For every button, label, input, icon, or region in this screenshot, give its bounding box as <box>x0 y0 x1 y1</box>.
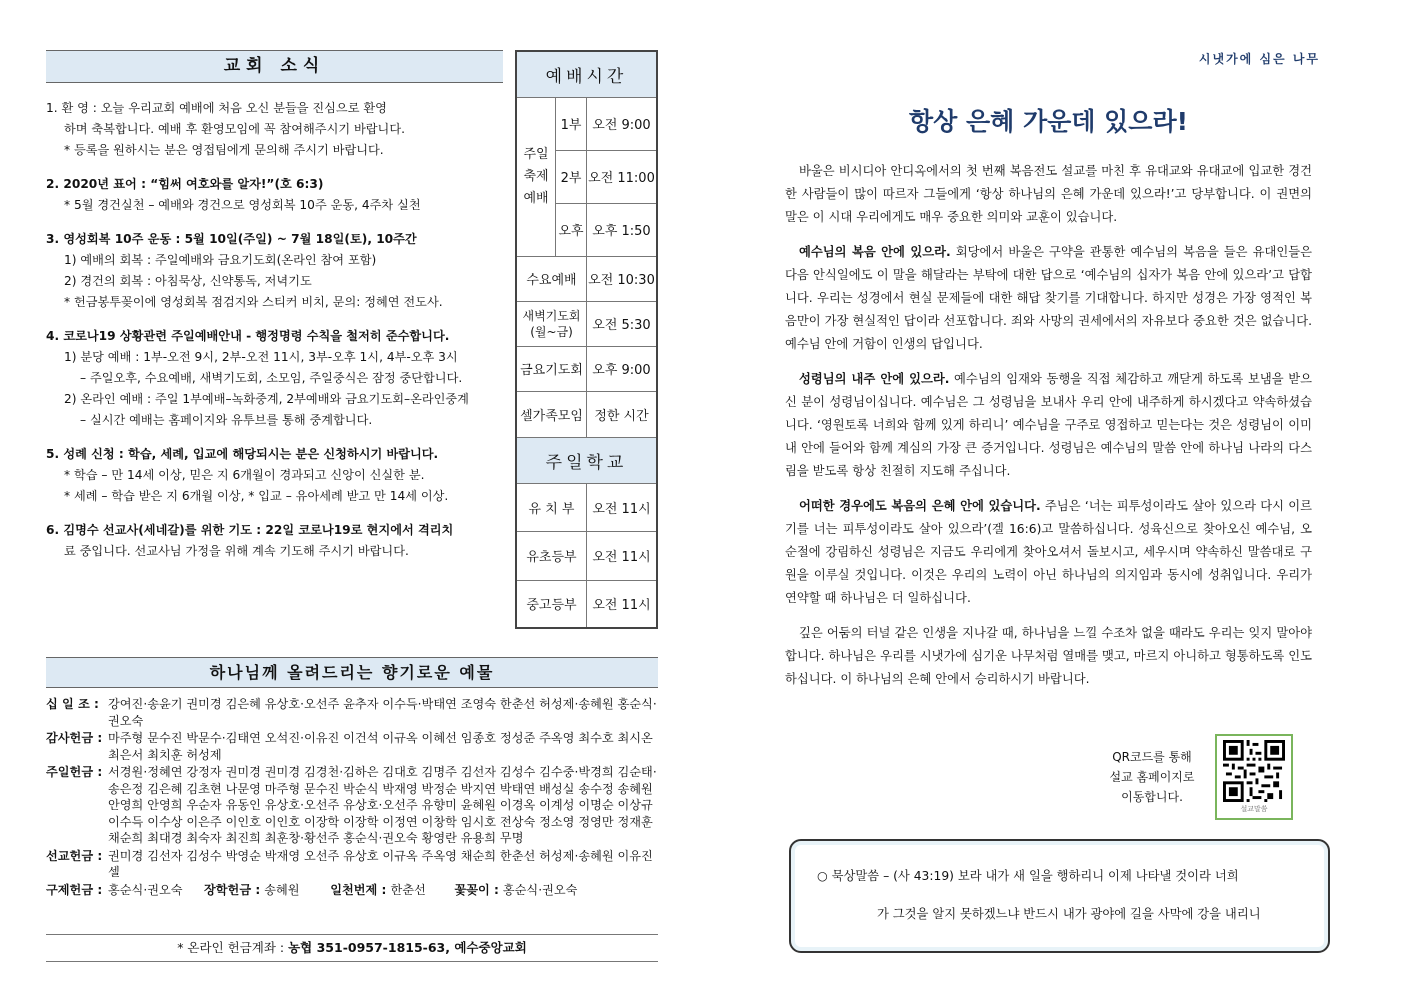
offering-label: 구제헌금 : <box>46 882 103 897</box>
news-line: * 5월 경건실천 – 예배와 경건으로 영성회복 10주 운동, 4주차 실천 <box>64 198 421 212</box>
news-line: 료 중입니다. 선교사님 가정을 위해 계속 기도해 주시기 바랍니다. <box>64 544 409 558</box>
news-line: 2) 경건의 회복 : 아침묵상, 신약통독, 저녁기도 <box>64 274 312 288</box>
bank-account-bar <box>46 934 658 962</box>
news-line: * 학습 – 만 14세 이상, 믿은 지 6개월이 경과되고 신앙이 신실한 분. <box>64 468 425 482</box>
schedule-label: 수요예배 <box>516 256 587 301</box>
schedule-time: 오전 9:00 <box>587 97 658 150</box>
schedule-title: 예배시간 <box>516 51 657 97</box>
offering-label: 감사헌금 : <box>46 731 103 745</box>
paragraph-text: 깊은 어둠의 터널 같은 인생을 지나갈 때, 하나님을 느낄 수조차 없을 때라도 우리는 잊지 말아야 합니다. 하나님은 우리를 시냇가에 심기운 나무처럼 열매를 맺고, 마르지 아니하고 형통하도록 인도하십니다. 이 하나님의 은혜 안에서 승리하시기 바랍니다. <box>785 626 1312 686</box>
offering-label: 장학헌금 : <box>204 882 261 897</box>
schedule-time: 오후 9:00 <box>587 346 658 391</box>
memory-verse-line: 가 그것을 알지 못하겠느냐 반드시 내가 광야에 길을 사막에 강을 내리니 <box>877 907 1261 921</box>
qr-caption-line: QR코드를 통해 <box>1112 750 1192 764</box>
schedule-time: 오전 11:00 <box>587 150 658 203</box>
news-item-2 <box>46 174 501 216</box>
schedule-label: 2부 <box>556 150 587 203</box>
news-line: – 주일오후, 수요예배, 새벽기도회, 소모임, 주일중식은 잠정 중단합니다. <box>80 371 463 385</box>
sermon-title: 항상 은혜 가운데 있으라! <box>908 107 1188 136</box>
school-label: 중고등부 <box>516 580 587 628</box>
schedule-label: 1부 <box>556 97 587 150</box>
news-line: 하며 축복합니다. 예배 후 환영모임에 꼭 참여해주시기 바랍니다. <box>64 122 405 136</box>
sermon-paragraph <box>785 368 1312 483</box>
qr-code-icon <box>1223 740 1285 802</box>
news-line: 1. 환 영 : 오늘 우리교회 예배에 처음 오신 분들을 진심으로 환영 <box>46 101 387 115</box>
schedule-label: 오후 <box>556 203 587 256</box>
schedule-time: 정한 시간 <box>587 391 658 437</box>
bank-prefix: * 온라인 헌금계좌 : <box>177 940 285 955</box>
school-label: 유초등부 <box>516 531 587 580</box>
offering-label: 주일헌금 : <box>46 765 103 779</box>
sermon-paragraph <box>785 622 1312 691</box>
news-line: * 세례 – 학습 받은 지 6개월 이상, * 입교 – 유아세례 받고 만 14세 이상. <box>64 489 449 503</box>
offering-row <box>46 696 658 729</box>
news-line: 3. 영성회복 10주 운동 : 5월 10일(주일) ~ 7월 18일(토), 10주간 <box>46 232 417 246</box>
qr-code[interactable] <box>1215 734 1293 820</box>
news-header <box>46 50 503 83</box>
offering-label: 꽃꽂이 : <box>454 882 499 897</box>
schedule-label: 새벽기도회 (월~금) <box>516 301 587 346</box>
school-label: 유 치 부 <box>516 483 587 531</box>
sermon-paragraph <box>785 495 1312 610</box>
offering-label: 십 일 조 : <box>46 697 99 711</box>
series-title: 시냇가에 심은 나무 <box>1198 52 1320 66</box>
news-line: 1) 예배의 회복 : 주일예배와 금요기도회(온라인 참여 포함) <box>64 253 377 267</box>
offering-label: 선교헌금 : <box>46 848 103 863</box>
news-title: 교회 소식 <box>223 56 326 76</box>
paragraph-text: 바울은 비시디아 안디옥에서의 첫 번째 복음전도 설교를 마친 후 유대교와 유대교에 입교한 경건한 사람들이 많이 따르자 그들에게 ‘항상 하나님의 은혜 가운데 있으라!’고 당부합니다. 이 권면의 말은 이 시대 우리에게도 매우 중요한 의미와 교훈이 있습니다. <box>785 164 1312 224</box>
paragraph-lead: 예수님의 복음 안에 있으라. <box>799 245 951 259</box>
news-line: 4. 코로나19 상황관련 주일예배안내 - 행정명령 수칙을 철저히 준수합니다. <box>46 329 450 343</box>
school-title: 주일학교 <box>516 437 657 483</box>
offering-names: 권미경 김선자 김성수 박영순 박재영 오선주 유상호 이규옥 주옥영 채순희 한춘선 허성제·송혜원 이유진셀 <box>108 848 653 879</box>
news-item-5 <box>46 444 501 507</box>
school-time: 오전 11시 <box>587 580 658 628</box>
news-item-6 <box>46 520 501 562</box>
offering-row <box>46 848 658 881</box>
offerings-title: 하나님께 올려드리는 향기로운 예물 <box>209 663 495 682</box>
school-time: 오전 11시 <box>587 483 658 531</box>
memory-verse-box <box>789 839 1330 953</box>
offerings-header <box>46 657 658 688</box>
schedule-time: 오전 10:30 <box>587 256 658 301</box>
sunday-worship-label: 주일 축제 예배 <box>516 97 556 256</box>
paragraph-lead: 성령님의 내주 안에 있으라. <box>799 372 950 386</box>
news-line: 2. 2020년 표어 : “힘써 여호와를 알자!”(호 6:3) <box>46 177 324 191</box>
offering-names: 홍순식·권오숙 <box>108 882 183 897</box>
school-time: 오전 11시 <box>587 531 658 580</box>
schedule-time: 오후 1:50 <box>587 203 658 256</box>
sermon-paragraph <box>785 160 1312 229</box>
sermon-paragraph <box>785 241 1312 356</box>
schedule-time: 오전 5:30 <box>587 301 658 346</box>
offering-names: 마주형 문수진 박문수·김태연 오석진·이유진 이건석 이규옥 이혜선 임종호 정성준 주옥영 최수호 최시온 최은서 최치훈 허성제 <box>108 731 653 762</box>
news-line: * 헌금봉투꽂이에 영성회복 점검지와 스티커 비치, 문의: 정혜연 전도사. <box>64 295 443 309</box>
memory-verse-line: ○ 묵상말씀 – (사 43:19) 보라 내가 새 일을 행하리니 이제 나타낼 것이라 너희 <box>817 869 1239 883</box>
news-line: 5. 성례 신청 : 학습, 세례, 입교에 해당되시는 분은 신청하시기 바랍니다. <box>46 447 439 461</box>
offering-names: 서경원·정혜연 강정자 권미경 권미경 김경천·김하은 김대호 김명주 김선자 김성수 김수중·박경희 김순태·송은정 김은혜 김초현 나문영 마주형 문수진 박순식 박재영 박정순 박지연 박태연 배성실 송수정 송혜원 안영희 안영희 우순자 유동인 유상호·오선주 유상호·오선주 유향미 윤혜원 이경옥 이계성 이명순 이상규 이수득 이수상 이은주 이인호 이인호 이장학 이장학 이정연 이창학 임시호 전상숙 정소영 정영만 정재훈 채순희 최대경 최숙자 최진희 최훈창·황선주 홍순식·권오숙 황영란 유용희 무명 <box>108 765 657 845</box>
worship-schedule-table <box>515 50 658 629</box>
schedule-label: 금요기도회 <box>516 346 587 391</box>
qr-label: 설교말씀 <box>1240 805 1268 813</box>
paragraph-text: 회당에서 바울은 구약을 관통한 예수님의 복음을 들은 유대인들은 다음 안식일에도 이 말을 해달라는 부탁에 대한 답으로 ‘예수님의 십자가 복음 안에 있으라’고 답합니다. 우리는 성경에서 현실 문제들에 대한 해답 찾기를 기대합니다. 하지만 성경은 가장 영적인 복음만이 가장 현실적인 답이라 선포합니다. 죄와 사망의 권세에서의 자유보다 중요한 것은 없습니다. 예수님 안에 거함이 인생의 답입니다. <box>785 245 1313 351</box>
offering-row-misc <box>46 882 658 899</box>
paragraph-text: 예수님의 임재와 동행을 직접 체감하고 깨닫게 하도록 보냄을 받으신 분이 성령님이십니다. 예수님은 그 성령님을 보내사 우리 안에 내주하게 하시겠다고 약속하셨습니다. ‘영원토록 너희와 함께 있게 하리니’ 예수님을 구주로 영접하고 믿는다는 것은 성령님이 이미 내 안에 들어와 함께 계심의 가장 큰 증거입니다. 성령님은 예수님의 말씀 안에 하나님 나라의 다스림을 받도록 항상 친절히 지도해 주십니다. <box>785 372 1312 478</box>
paragraph-text: 주님은 ‘너는 피투성이라도 살아 있으라 다시 이르기를 너는 피투성이라도 살아 있으라’(겔 16:6)고 말씀하십니다. 성육신으로 찾아오신 예수님, 오순절에 강림하신 성령님은 지금도 우리에게 찾아오셔서 돌보시고, 세우시며 약속하신 말씀대로 구원을 이루실 것입니다. 이것은 우리의 노력이 아닌 하나님의 의지임과 동시에 성취입니다. 우리가 연약할 때 하나님은 더 일하십니다. <box>785 499 1312 605</box>
news-item-1 <box>46 98 501 161</box>
offering-row <box>46 730 658 763</box>
offering-names: 한춘선 <box>390 882 426 897</box>
paragraph-lead: 어떠한 경우에도 복음의 은혜 안에 있습니다. <box>799 499 1041 513</box>
qr-caption-line: 이동합니다. <box>1121 790 1183 804</box>
news-line: 1) 분당 예배 : 1부-오전 9시, 2부-오전 11시, 3부-오후 1시, 4부-오후 3시 <box>64 350 458 364</box>
offerings-list <box>46 696 658 899</box>
bank-account: 농협 351-0957-1815-63, 예수중앙교회 <box>288 940 527 955</box>
news-line: 6. 김명수 선교사(세네갈)를 위한 기도 : 22일 코로나19로 현지에서 격리치 <box>46 523 454 537</box>
news-line: 2) 온라인 예배 : 주일 1부예배–녹화중계, 2부예배와 금요기도회–온라인중계 <box>64 392 469 406</box>
qr-caption-line: 설교 홈페이지로 <box>1109 770 1195 784</box>
news-line: – 실시간 예배는 홈페이지와 유투브를 통해 중계합니다. <box>80 413 373 427</box>
offering-names: 강여진·송윤기 권미경 김은혜 유상호·오선주 윤추자 이수득·박태연 조영숙 한춘선 허성제·송혜원 홍순식·권오숙 <box>108 697 657 728</box>
sermon-body <box>785 160 1312 703</box>
offering-label: 일천번제 : <box>330 882 387 897</box>
news-line: * 등록을 원하시는 분은 영접팀에게 문의해 주시기 바랍니다. <box>64 143 384 157</box>
qr-caption <box>1100 747 1204 807</box>
news-list <box>46 98 501 575</box>
offering-row <box>46 764 658 847</box>
schedule-label: 셀가족모임 <box>516 391 587 437</box>
offering-names: 홍순식·권오숙 <box>502 882 578 897</box>
news-item-4 <box>46 326 501 431</box>
offering-names: 송혜원 <box>264 882 300 897</box>
news-item-3 <box>46 229 501 313</box>
